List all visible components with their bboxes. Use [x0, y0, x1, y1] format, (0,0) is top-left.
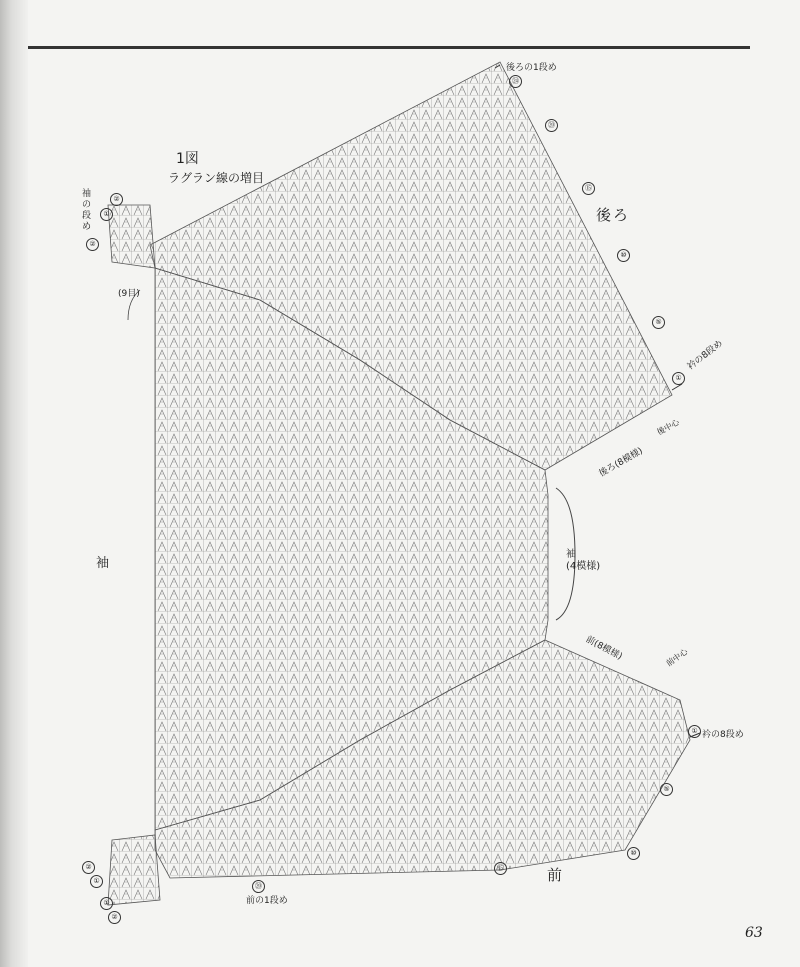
front-region-label: 前: [547, 866, 563, 884]
row-marker: ②: [110, 193, 123, 206]
row-marker: ②: [86, 238, 99, 251]
page-number: 63: [745, 925, 763, 941]
row-marker: ⑮: [494, 862, 507, 875]
row-marker: ①: [672, 372, 685, 385]
figure-title: 1図: [176, 151, 199, 167]
collar-front-label: 衿の8段め: [702, 730, 744, 740]
row-marker: ⑳: [252, 880, 265, 893]
sleeve-region-label: 袖: [96, 556, 110, 571]
row-marker: ⑩: [627, 847, 640, 860]
row-marker: ⑤: [652, 316, 665, 329]
row-marker: ②: [108, 911, 121, 924]
front-center-label: 前中心: [664, 647, 690, 669]
figure-subtitle: ラグラン線の増目: [168, 171, 265, 185]
row-marker: ⑮: [582, 182, 595, 195]
row-marker: ⑳: [545, 119, 558, 132]
collar-back-label: 衿の8段め: [685, 338, 725, 373]
row-marker: ㉔: [509, 75, 522, 88]
sleeve-bottom-tab: [108, 835, 160, 905]
row-marker: ⑩: [617, 249, 630, 262]
sleeve-rows-label: 袖の段め: [82, 189, 92, 232]
back-first-row-label: 後ろの1段め: [506, 63, 557, 73]
back-center-label: 後中心: [655, 417, 681, 437]
front-motif-label: 前(8模様): [583, 634, 624, 663]
back-region-label: 後ろ: [596, 206, 631, 224]
row-marker: ⑤: [660, 783, 673, 796]
sleeve-motif-count: (4模様): [566, 561, 601, 572]
row-marker: ①: [688, 725, 701, 738]
sleeve-top-tab: [108, 205, 155, 268]
row-marker: ①: [90, 875, 103, 888]
back-motif-label: 後ろ(8模様): [597, 446, 645, 480]
row-marker: ①: [100, 208, 113, 221]
row-marker: ①: [100, 897, 113, 910]
sleeve-stitch-count: (9目): [118, 289, 140, 299]
row-marker: ②: [82, 861, 95, 874]
sleeve-right-label: 袖: [566, 549, 576, 560]
front-first-row-label: 前の1段め: [246, 896, 288, 906]
